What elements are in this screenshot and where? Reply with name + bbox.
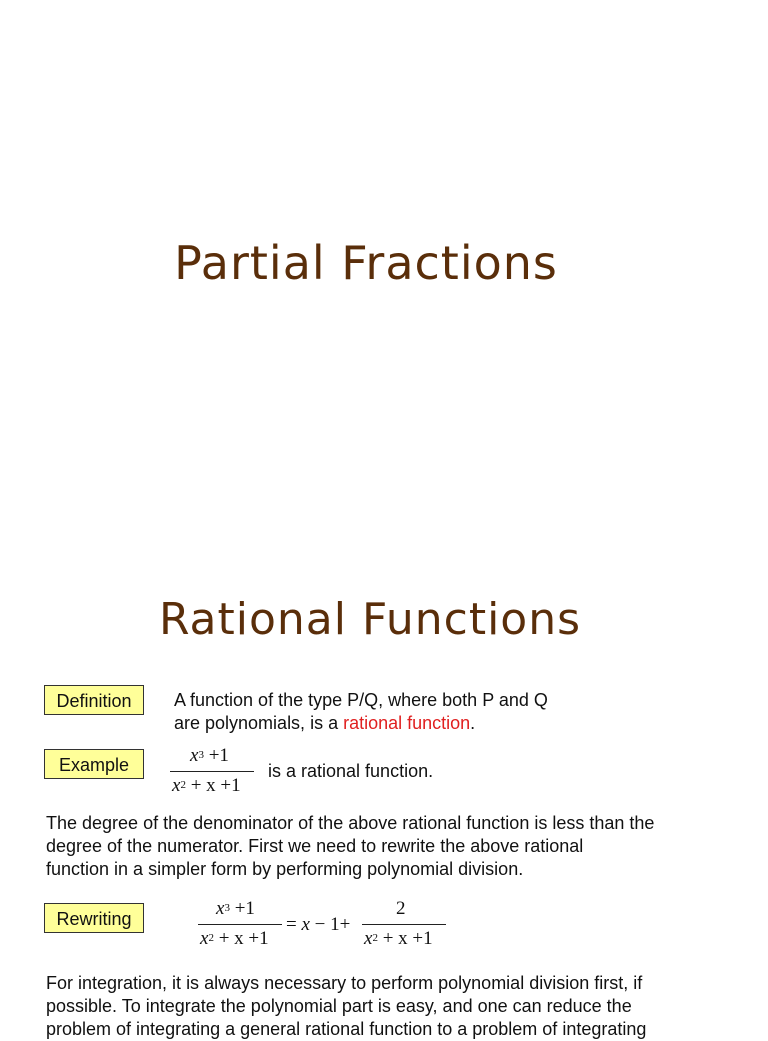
- definition-period: .: [470, 713, 476, 733]
- paragraph2-line-1: For integration, it is always necessary to perform polynomial division first, if: [46, 973, 643, 993]
- rewriting-numerator-left: $x^3 +1$: [216, 898, 255, 919]
- paragraph2-line-3: problem of integrating a general rational function to a problem of integrating: [46, 1019, 647, 1039]
- paragraph2-line-2: possible. To integrate the polynomial part is easy, and one can reduce the: [46, 996, 632, 1016]
- rewriting-bar-right: [362, 924, 446, 925]
- paragraph1-line-2: degree of the numerator. First we need to rewrite the above rational: [46, 836, 584, 856]
- definition-tag: Definition: [44, 685, 144, 715]
- rewriting-numerator-right: 2: [396, 898, 406, 919]
- rewriting-tag: Rewriting: [44, 903, 144, 933]
- definition-text: are polynomials, is a: [174, 713, 344, 733]
- rewriting-denominator-left: $x^2 + x +1$: [200, 928, 269, 949]
- paragraph1-line-1: The degree of the denominator of the above rational function is less than the: [46, 813, 655, 833]
- rewriting-equation: [198, 898, 458, 954]
- slide-title-partial-fractions: Partial Fractions: [174, 236, 558, 290]
- definition-line-1: A function of the type P/Q, where both P and Q: [174, 690, 548, 710]
- rewriting-bar-left: [198, 924, 282, 925]
- example-suffix: is a rational function.: [268, 761, 434, 781]
- rational-function-term: rational function: [343, 713, 471, 733]
- paragraph1-line-3: function in a simpler form by performing polynomial division.: [46, 859, 524, 879]
- slide-title-rational-functions: Rational Functions: [158, 594, 582, 645]
- example-tag: Example: [44, 749, 144, 779]
- rewriting-middle-term: = x − 1+: [286, 914, 351, 935]
- example-fraction: [170, 745, 256, 799]
- rewriting-denominator-right: $x^2 + x +1$: [364, 928, 433, 949]
- definition-line-2: [174, 712, 475, 735]
- example-fraction-bar: [170, 771, 254, 772]
- example-numerator: $x^3 +1$: [190, 745, 229, 766]
- example-denominator: $x^2 + x +1$: [172, 775, 241, 796]
